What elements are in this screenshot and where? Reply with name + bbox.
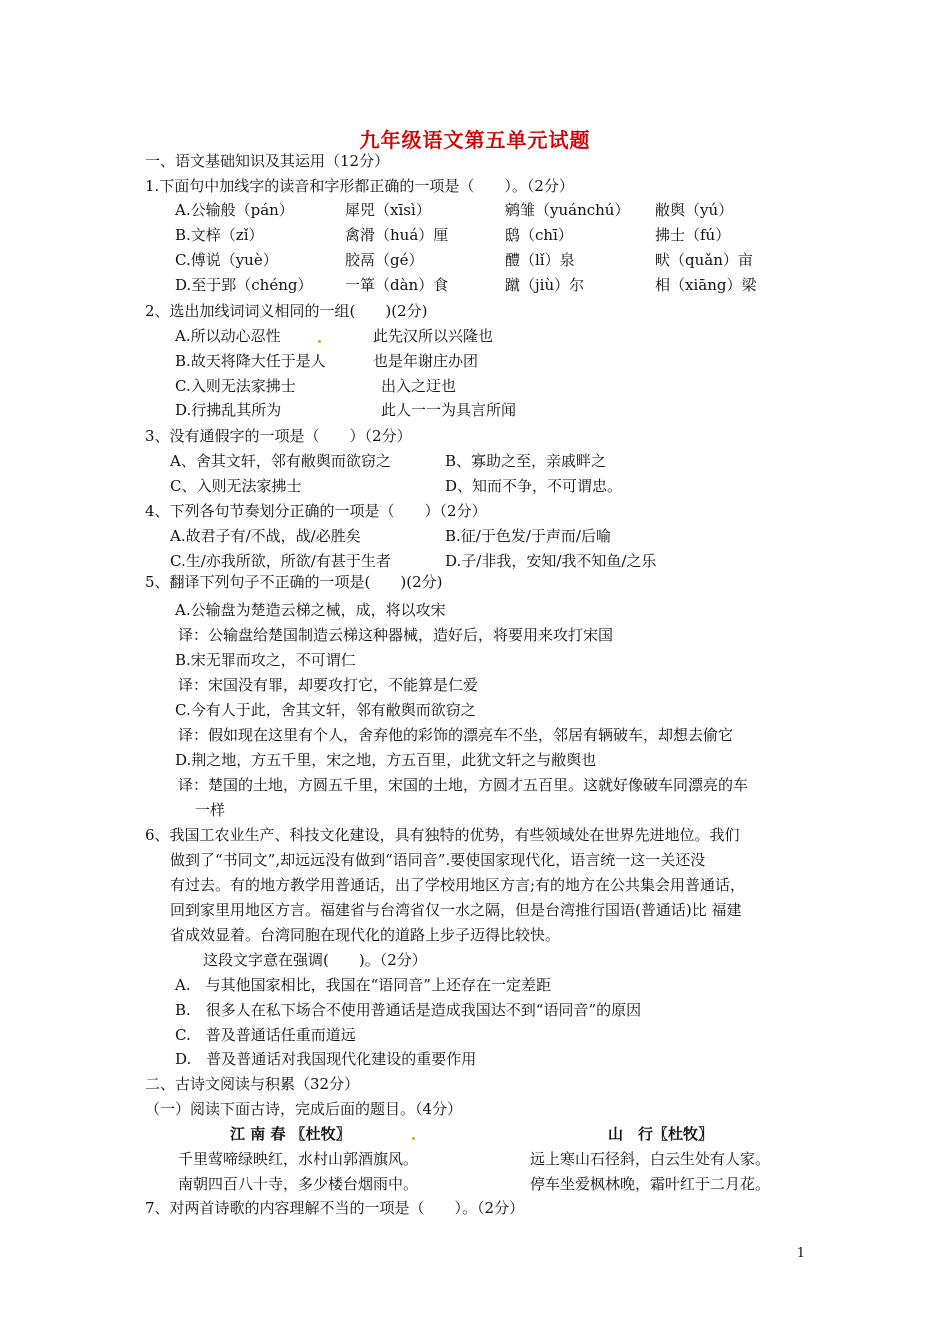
subsection-1-heading: （一）阅读下面古诗，完成后面的题目。（4分）	[145, 1100, 463, 1118]
page-number: 1	[796, 1246, 805, 1261]
q6-passage-1: 6、我国工农业生产、科技文化建设，具有独特的优势，有些领域处在世界先进地位。我们	[145, 826, 740, 844]
q2-b-right: 也是年谢庄办团	[373, 352, 479, 370]
q1-a-col4: 敝舆（yú）	[655, 201, 734, 219]
q1-b-col3: 鸱（chī）	[505, 226, 573, 244]
section-1-heading: 一、语文基础知识及其运用（12分）	[145, 152, 390, 170]
q2-a-left: A.所以动心忍性	[175, 327, 281, 345]
q1-d-col1: D.至于郢（chéng）	[175, 276, 313, 294]
q6-option-b: B. 很多人在私下场合不使用普通话是造成我国达不到“语同音”的原因	[175, 1001, 642, 1019]
stray-dot	[318, 340, 321, 343]
q5-line-b: B.宋无罪而攻之，不可谓仁	[175, 651, 356, 669]
q2-d-left: D.行拂乱其所为	[175, 401, 282, 419]
q6-passage-3: 有过去。有的地方教学用普通话，出了学校用地区方言;有的地方在公共集会用普通话，	[170, 876, 746, 894]
q4-stem: 4、下列各句节奏划分正确的一项是（ ）（2分）	[145, 502, 487, 520]
page-title: 九年级语文第五单元试题	[359, 128, 591, 152]
q1-d-col3: 蹴（jiù）尔	[505, 276, 585, 294]
q5-line-c: C.今有人于此，舍其文轩，邻有敝舆而欲窃之	[175, 701, 476, 719]
q1-a-col2: 犀兕（xīsì）	[345, 201, 431, 219]
q4-b: B.征/于色发/于声而/后喻	[445, 527, 611, 545]
q3-stem: 3、没有通假字的一项是（ ）（2分）	[145, 427, 412, 445]
q1-c-col1: C.傅说（yuè）	[175, 251, 278, 269]
q5-translation-a: 译：公输盘给楚国制造云梯这种器械，造好后，将要用来攻打宋国	[178, 626, 614, 644]
poem-2-line-1: 远上寒山石径斜，白云生处有人家。	[530, 1150, 771, 1168]
q6-stem: 这段文字意在强调( )。（2分）	[203, 951, 427, 969]
q5-translation-d-cont: 一样	[195, 801, 226, 819]
q2-b-left: B.故天将降大任于是人	[175, 352, 326, 370]
q3-b: B、寡助之至，亲戚畔之	[445, 452, 607, 470]
q1-b-col4: 拂士（fú）	[655, 226, 731, 244]
q6-passage-5: 省成效显着。台湾同胞在现代化的道路上步子迈得比较快。	[170, 926, 561, 944]
q2-a-right: 此先汉所以兴隆也	[373, 327, 494, 345]
q5-stem: 5、翻译下列句子不正确的一项是( )(2分)	[145, 573, 443, 591]
poem-1-title: 江 南 春 〖杜牧〗	[230, 1125, 351, 1143]
q2-d-right: 此人一一为具言所闻	[381, 401, 517, 419]
q1-c-col2: 胶鬲（gé）	[345, 251, 424, 269]
q1-a-col1: A.公输般（pán）	[175, 201, 294, 219]
q4-d: D.子/非我，安知/我不知鱼/之乐	[445, 552, 657, 570]
poem-1-line-2: 南朝四百八十寺，多少楼台烟雨中。	[178, 1175, 419, 1193]
q3-d: D、知而不争，不可谓忠。	[445, 477, 623, 495]
q6-option-a: A. 与其他国家相比，我国在“语同音”上还存在一定差距	[175, 976, 551, 994]
poem-2-line-2: 停车坐爱枫林晚，霜叶红于二月花。	[530, 1175, 771, 1193]
q1-d-col2: 一箪（dàn）食	[345, 276, 449, 294]
q3-c: C、入则无法家拂士	[170, 477, 302, 495]
q4-a: A.故君子有/不战，战/必胜矣	[170, 527, 361, 545]
q1-d-col4: 相（xiāng）梁	[655, 276, 757, 294]
q7-stem: 7、对两首诗歌的内容理解不当的一项是（ ）。（2分）	[145, 1199, 525, 1217]
q1-stem: 1.下面句中加线字的读音和字形都正确的一项是（ ）。（2分）	[145, 177, 574, 195]
poem-1-line-1: 千里莺啼绿映红，水村山郭酒旗风。	[178, 1150, 419, 1168]
q1-c-col4: 畎（quǎn）亩	[655, 251, 753, 269]
stray-dot	[412, 1137, 415, 1140]
q1-b-col2: 禽滑（huá）厘	[345, 226, 449, 244]
q6-passage-4: 回到家里用地区方言。福建省与台湾省仅一水之隔，但是台湾推行国语(普通话)比 福建	[170, 901, 742, 919]
q2-stem: 2、选出加线词词义相同的一组( )(2分)	[145, 302, 428, 320]
q6-passage-2: 做到了“书同文”,却远远没有做到“语同音”.要使国家现代化，语言统一这一关还没	[170, 851, 706, 869]
q1-c-col3: 醴（lǐ）泉	[505, 251, 575, 269]
q1-a-col3: 鹓雏（yuánchú）	[505, 201, 630, 219]
section-2-heading: 二、古诗文阅读与积累（32分）	[145, 1075, 360, 1093]
q5-translation-c: 译：假如现在这里有个人，舍弃他的彩饰的漂亮车不坐，邻居有辆破车，却想去偷它	[178, 726, 734, 744]
q5-translation-b: 译：宋国没有罪，却要攻打它，不能算是仁爱	[178, 676, 479, 694]
q6-option-d: D. 普及普通话对我国现代化建设的重要作用	[175, 1050, 477, 1068]
q5-translation-d: 译：楚国的土地，方圆五千里，宋国的土地，方圆才五百里。这就好像破车同漂亮的车	[178, 776, 749, 794]
q6-option-c: C. 普及普通话任重而道远	[175, 1026, 356, 1044]
poem-2-title: 山 行〖杜牧〗	[608, 1125, 714, 1143]
q4-c: C.生/亦我所欲，所欲/有甚于生者	[170, 552, 391, 570]
q3-a: A、舍其文轩，邻有敝舆而欲窃之	[170, 452, 391, 470]
q1-b-col1: B.文梓（zǐ）	[175, 226, 264, 244]
q5-line-d: D.荆之地，方五千里，宋之地，方五百里，此犹文轩之与敝舆也	[175, 751, 597, 769]
q2-c-left: C.入则无法家拂士	[175, 377, 296, 395]
q5-line-a: A.公输盘为楚造云梯之械，成，将以攻宋	[175, 601, 446, 619]
q2-c-right: 出入之迂也	[381, 377, 457, 395]
